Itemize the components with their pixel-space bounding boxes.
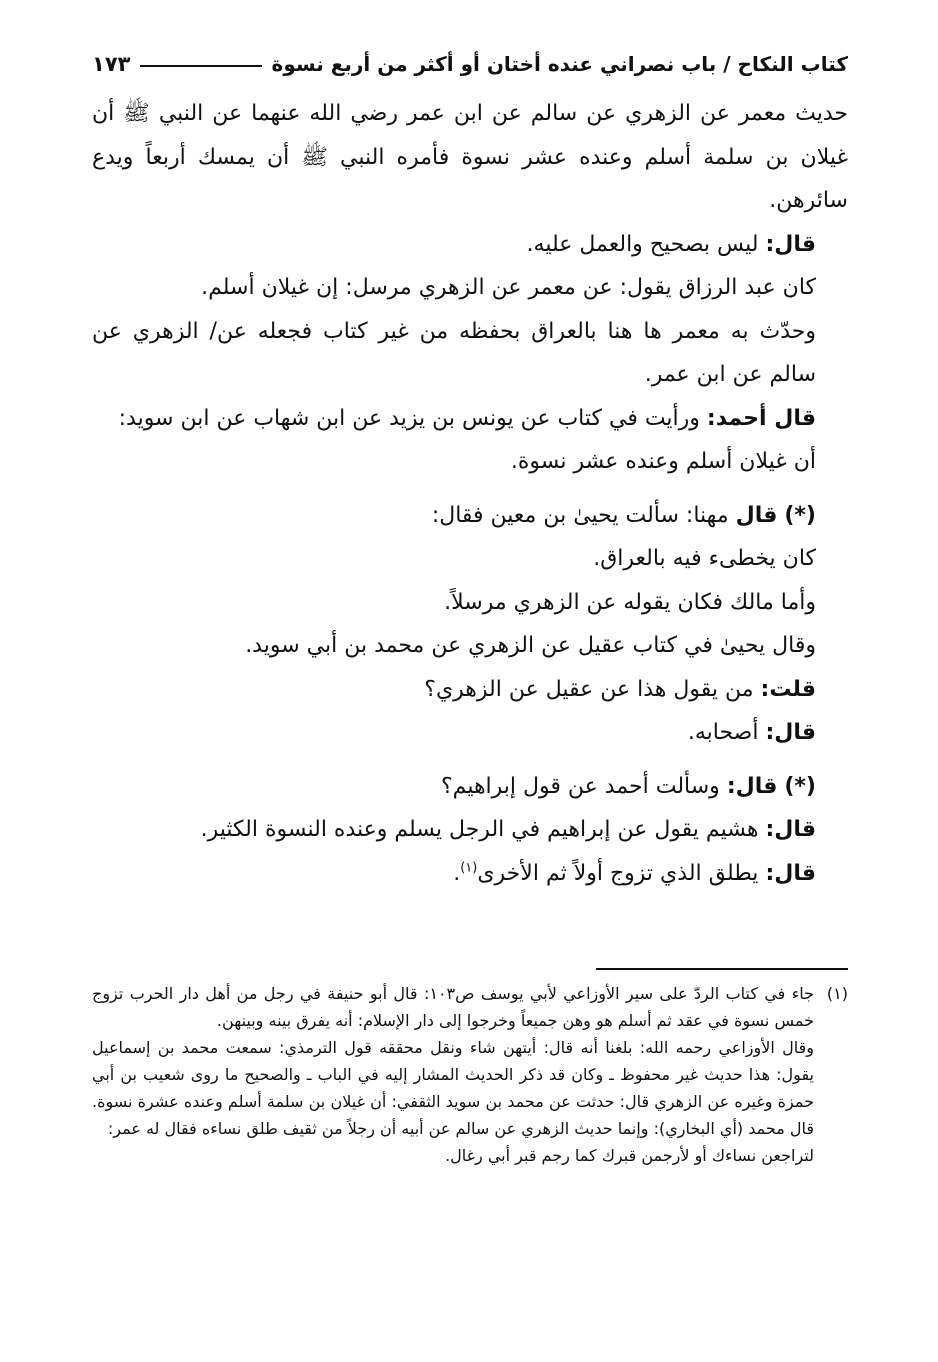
paragraph-text: مهنا: سألت يحيىٰ بن معين فقال: [431,502,729,528]
paragraph-text: وسألت أحمد عن قول إبراهيم؟ [441,773,720,799]
paragraph: وقال يحيىٰ في كتاب عقيل عن الزهري عن محمد بن أبي سويد. [245,633,816,658]
header-rule [140,65,261,67]
footnote-paragraph: وقال الأوزاعي رحمه الله: بلغنا أنه قال: أيتهن شاء ونقل محققه قول الترمذي: سمعت محمد بن إسماعيل يقول: هذا حديث غير محفوظ ـ وكان قد ذكر الحديث المشار إليه في الباب ـ والصحيح ما روى شعيب بن أبي حمزة وغيره عن الزهري قال: حدثت عن محمد بن سويد الثقفي: أن غيلان بن سلمة أسلم وعنده عشرة نسوة. قال محمد (أي البخاري): وإنما حديث الزهري عن سالم عن أبيه أن رجلاً من ثقيف طلق نساءه فقال له عمر: [92,1038,814,1138]
speaker-label: قال: [765,817,816,842]
paragraph-text: ورأيت في كتاب عن يونس بن يزيد عن ابن شهاب عن ابن سويد: [118,405,700,431]
paragraph [92,711,848,755]
paragraph [92,765,848,809]
footnote-number: (١) [826,984,848,1003]
star-marker: (*) [784,773,816,799]
footnote-rule [596,968,848,970]
star-marker: (*) [784,502,816,528]
paragraph: كان يخطىء فيه بالعراق. [593,546,816,571]
paragraph: كان عبد الرزاق يقول: عن معمر عن الزهري مرسل: إن غيلان أسلم. [201,275,816,300]
paragraph-text: يطلق الذي تزوج أولاً ثم الأخرى [477,860,759,886]
paragraph-text: من يقول هذا عن عقيل عن الزهري؟ [424,676,754,702]
paragraph [92,223,848,267]
paragraph: أن غيلان أسلم وعنده عشر نسوة. [510,449,816,474]
footnote-body [92,980,814,1169]
running-title: كتاب النكاح / باب نصراني عنده أختان أو أكثر من أربع نسوة [271,52,848,76]
footnotes [92,980,848,1169]
paragraph-text: أصحابه. [687,720,759,745]
paragraph-text: ليس بصحيح والعمل عليه. [526,231,759,257]
paragraph [92,668,848,712]
page-number: ١٧٣ [92,52,131,76]
speaker-label: قال: [765,720,816,745]
speaker-label: قال: [765,231,816,257]
paragraph [92,397,848,441]
speaker-label: قال: [765,860,816,886]
paragraph-text: . [453,860,461,886]
paragraph [92,494,848,538]
footnote-paragraph: جاء في كتاب الردّ على سير الأوزاعي لأبي يوسف ص١٠٣: قال أبو حنيفة في رجل من أهل دار الحرب تزوج خمس نسوة في عقد ثم أسلم هو وهن جميعاً وخرجوا إلى دار الإسلام: أنه يفرق بينه وبينهن. [92,984,814,1030]
speaker-label: قلت: [760,676,816,702]
page-header [92,40,848,76]
paragraph [92,852,848,896]
speaker-label: قال: [726,773,778,799]
speaker-label: قال أحمد: [706,405,816,431]
paragraph [92,808,848,852]
footnote-marker[interactable]: (١) [460,860,478,876]
main-text [92,92,848,895]
paragraph: وأما مالك فكان يقوله عن الزهري مرسلاً. [444,589,816,615]
paragraph-text: هشيم يقول عن إبراهيم في الرجل يسلم وعنده النسوة الكثير. [200,817,759,842]
paragraph: حديث معمر عن الزهري عن سالم عن ابن عمر رضي الله عنهما عن النبي ﷺ أن غيلان بن سلمة أسلم وعنده عشر نسوة فأمره النبي ﷺ أن يمسك أربعاً ويدع سائرهن. [92,101,848,213]
speaker-label: قال [735,502,778,528]
paragraph: وحدّث به معمر ها هنا بالعراق بحفظه من غير كتاب فجعله عن/ الزهري عن سالم عن ابن عمر. [92,318,816,387]
footnote [92,980,848,1169]
footnote-paragraph: لتراجعن نساءك أو لأرجمن قبرك كما رجم قبر أبي رغال. [445,1146,814,1165]
